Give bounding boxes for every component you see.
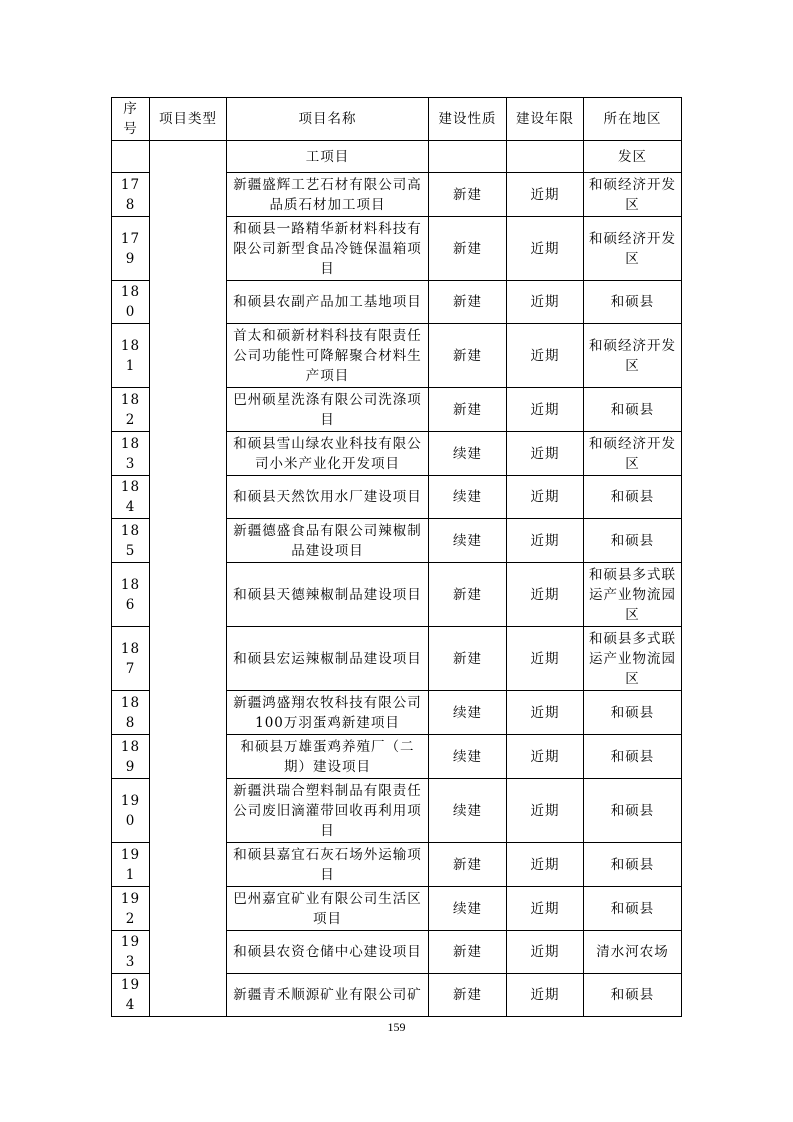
row-nature [429, 141, 507, 173]
row-region: 和硕经济开发区 [584, 173, 682, 217]
row-region: 发区 [584, 141, 682, 173]
row-region: 清水河农场 [584, 931, 682, 974]
row-seq: 189 [112, 735, 150, 779]
header-nature: 建设性质 [429, 98, 507, 141]
page-number: 159 [387, 1020, 406, 1034]
row-name: 和硕县万雄蛋鸡养殖厂（二期）建设项目 [227, 735, 429, 779]
row-seq: 178 [112, 173, 150, 217]
row-period: 近期 [507, 563, 584, 627]
row-nature: 续建 [429, 432, 507, 476]
row-region: 和硕县 [584, 779, 682, 843]
row-nature: 续建 [429, 887, 507, 931]
row-seq: 193 [112, 931, 150, 974]
row-period: 近期 [507, 627, 584, 691]
row-period: 近期 [507, 476, 584, 519]
row-period: 近期 [507, 887, 584, 931]
row-region: 和硕县 [584, 735, 682, 779]
row-period: 近期 [507, 432, 584, 476]
row-region: 和硕县 [584, 281, 682, 324]
header-period: 建设年限 [507, 98, 584, 141]
row-region: 和硕县 [584, 887, 682, 931]
row-period: 近期 [507, 691, 584, 735]
row-name: 工项目 [227, 141, 429, 173]
row-nature: 续建 [429, 691, 507, 735]
row-name: 和硕县嘉宜石灰石场外运输项目 [227, 843, 429, 887]
row-name: 和硕县宏运辣椒制品建设项目 [227, 627, 429, 691]
row-nature: 续建 [429, 779, 507, 843]
row-region: 和硕县 [584, 843, 682, 887]
row-seq: 188 [112, 691, 150, 735]
row-seq: 194 [112, 974, 150, 1017]
row-seq: 183 [112, 432, 150, 476]
row-period: 近期 [507, 388, 584, 432]
row-nature: 续建 [429, 519, 507, 563]
row-name: 和硕县雪山绿农业科技有限公司小米产业化开发项目 [227, 432, 429, 476]
row-seq: 187 [112, 627, 150, 691]
row-seq: 190 [112, 779, 150, 843]
row-name: 和硕县农资仓储中心建设项目 [227, 931, 429, 974]
row-region: 和硕县 [584, 691, 682, 735]
row-name: 新疆盛辉工艺石材有限公司高品质石材加工项目 [227, 173, 429, 217]
header-row [112, 98, 682, 141]
row-name: 和硕县天德辣椒制品建设项目 [227, 563, 429, 627]
row-nature: 新建 [429, 563, 507, 627]
row-name: 巴州硕星洗涤有限公司洗涤项目 [227, 388, 429, 432]
row-seq: 182 [112, 388, 150, 432]
row-nature: 新建 [429, 281, 507, 324]
row-region: 和硕县 [584, 476, 682, 519]
row-nature: 新建 [429, 173, 507, 217]
row-nature: 新建 [429, 217, 507, 281]
header-type: 项目类型 [150, 98, 227, 141]
row-seq: 191 [112, 843, 150, 887]
row-period: 近期 [507, 974, 584, 1017]
row-seq [112, 141, 150, 173]
row-region: 和硕经济开发区 [584, 217, 682, 281]
row-period [507, 141, 584, 173]
row-seq: 179 [112, 217, 150, 281]
row-nature: 新建 [429, 324, 507, 388]
row-region: 和硕县 [584, 388, 682, 432]
row-name: 巴州嘉宜矿业有限公司生活区项目 [227, 887, 429, 931]
row-name: 和硕县农副产品加工基地项目 [227, 281, 429, 324]
project-type-cell [150, 141, 227, 1017]
row-seq: 185 [112, 519, 150, 563]
row-region: 和硕经济开发区 [584, 324, 682, 388]
row-period: 近期 [507, 519, 584, 563]
row-name: 和硕县一路精华新材料科技有限公司新型食品冷链保温箱项目 [227, 217, 429, 281]
row-region: 和硕经济开发区 [584, 432, 682, 476]
row-period: 近期 [507, 779, 584, 843]
row-name: 新疆鸿盛翔农牧科技有限公司100万羽蛋鸡新建项目 [227, 691, 429, 735]
row-seq: 192 [112, 887, 150, 931]
row-region: 和硕县多式联运产业物流园区 [584, 627, 682, 691]
row-nature: 新建 [429, 843, 507, 887]
row-name: 首太和硕新材料科技有限责任公司功能性可降解聚合材料生产项目 [227, 324, 429, 388]
row-name: 新疆青禾顺源矿业有限公司矿 [227, 974, 429, 1017]
row-name: 新疆洪瑞合塑料制品有限责任公司废旧滴灌带回收再利用项目 [227, 779, 429, 843]
row-seq: 184 [112, 476, 150, 519]
row-period: 近期 [507, 217, 584, 281]
row-period: 近期 [507, 735, 584, 779]
row-seq: 181 [112, 324, 150, 388]
row-seq: 186 [112, 563, 150, 627]
row-period: 近期 [507, 173, 584, 217]
row-period: 近期 [507, 281, 584, 324]
header-name: 项目名称 [227, 98, 429, 141]
project-table [111, 97, 682, 1017]
row-nature: 续建 [429, 476, 507, 519]
row-nature: 新建 [429, 627, 507, 691]
table-row [112, 141, 682, 173]
header-region: 所在地区 [584, 98, 682, 141]
row-nature: 新建 [429, 388, 507, 432]
row-name: 和硕县天然饮用水厂建设项目 [227, 476, 429, 519]
row-region: 和硕县多式联运产业物流园区 [584, 563, 682, 627]
row-name: 新疆德盛食品有限公司辣椒制品建设项目 [227, 519, 429, 563]
row-nature: 新建 [429, 931, 507, 974]
header-seq: 序号 [112, 98, 150, 141]
row-region: 和硕县 [584, 974, 682, 1017]
row-period: 近期 [507, 324, 584, 388]
row-nature: 续建 [429, 735, 507, 779]
row-region: 和硕县 [584, 519, 682, 563]
row-period: 近期 [507, 843, 584, 887]
row-period: 近期 [507, 931, 584, 974]
row-nature: 新建 [429, 974, 507, 1017]
row-seq: 180 [112, 281, 150, 324]
